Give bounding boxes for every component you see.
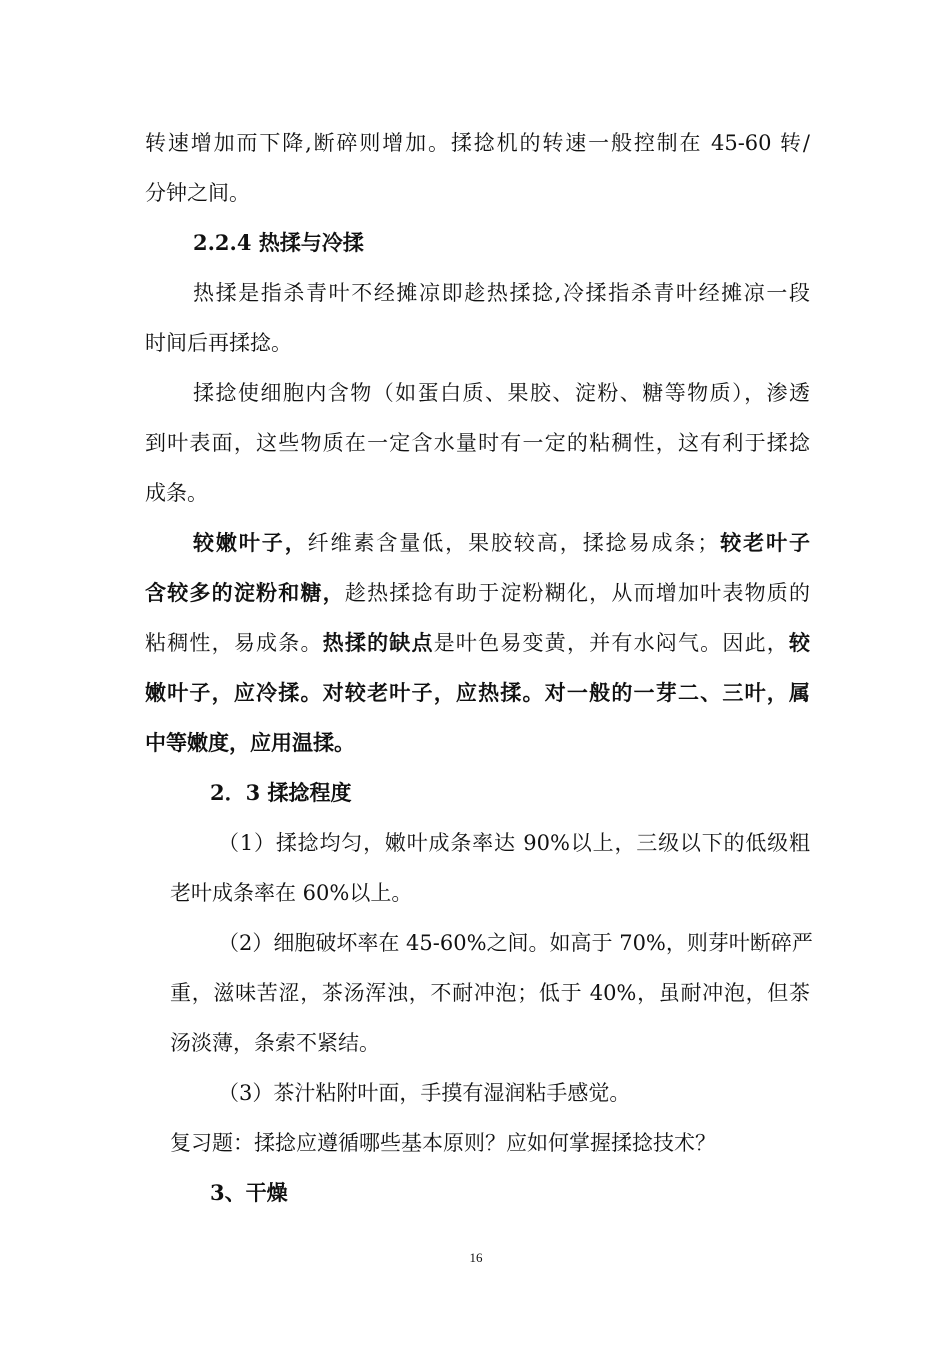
text-line xyxy=(145,628,810,658)
text-span: 汤淡薄，条索不紧结。 xyxy=(170,1031,380,1055)
text-line xyxy=(210,1178,810,1208)
text-span: 趁热揉捻有助于淀粉糊化，从而增加叶表物质的 xyxy=(344,581,811,605)
text-line xyxy=(218,828,810,858)
text-line xyxy=(193,228,810,258)
text-line xyxy=(145,678,810,708)
text-line xyxy=(218,1078,810,1108)
text-line xyxy=(145,428,810,458)
bold-text-span: 3、干燥 xyxy=(210,1180,288,1205)
bold-text-span: 2.2.4 热揉与冷揉 xyxy=(193,230,364,255)
text-span: 热揉是指杀青叶不经摊凉即趁热揉捻,冷揉指杀青叶经摊凉一段 xyxy=(193,281,810,305)
bold-text-span: 含较多的淀粉和糖， xyxy=(145,580,345,605)
bold-text-span: 较嫩叶子， xyxy=(193,530,308,555)
text-span: 重，滋味苦涩，茶汤浑浊，不耐冲泡；低于 40%，虽耐冲泡，但茶 xyxy=(170,981,810,1005)
text-line xyxy=(193,278,810,308)
text-line xyxy=(170,978,810,1008)
text-line xyxy=(170,1028,810,1058)
bold-text-span: 2．3 揉捻程度 xyxy=(210,780,352,805)
text-line xyxy=(145,478,810,508)
text-span: 老叶成条率在 60%以上。 xyxy=(170,881,413,905)
bold-text-span: 中等嫩度，应用温揉。 xyxy=(145,730,355,755)
text-line xyxy=(145,728,810,758)
text-span: 成条。 xyxy=(145,481,208,505)
bold-text-span: 较老叶子 xyxy=(718,530,811,555)
text-line xyxy=(193,528,810,558)
text-line xyxy=(210,778,810,808)
text-span: 转速增加而下降,断碎则增加。揉捻机的转速一般控制在 45-60 转/ xyxy=(145,131,810,155)
text-line xyxy=(170,1128,810,1158)
text-span: 到叶表面，这些物质在一定含水量时有一定的粘稠性，这有利于揉捻 xyxy=(145,431,810,455)
bold-text-span: 较 xyxy=(789,630,811,655)
text-line xyxy=(170,878,810,908)
text-line xyxy=(218,928,813,958)
text-span: 时间后再揉捻。 xyxy=(145,331,292,355)
bold-text-span: 热揉的缺点 xyxy=(322,630,434,655)
text-line xyxy=(145,578,810,608)
bold-text-span: 嫩叶子，应冷揉。对较老叶子，应热揉。对一般的一芽二、三叶，属 xyxy=(145,680,810,705)
text-span: 粘稠性，易成条。 xyxy=(145,631,323,655)
text-span: 是叶色易变黄，并有水闷气。因此， xyxy=(433,631,790,655)
text-span: 纤维素含量低，果胶较高，揉捻易成条； xyxy=(307,531,719,555)
page-number: 16 xyxy=(469,1250,483,1265)
text-span: （2）细胞破坏率在 45-60%之间。如高于 70%，则芽叶断碎严 xyxy=(218,931,813,955)
text-span: 复习题：揉捻应遵循哪些基本原则？应如何掌握揉捻技术？ xyxy=(170,1131,716,1155)
text-span: （1）揉捻均匀，嫩叶成条率达 90%以上，三级以下的低级粗 xyxy=(218,831,810,855)
text-line xyxy=(145,328,810,358)
text-span: （3）茶汁粘附叶面，手摸有湿润粘手感觉。 xyxy=(218,1081,631,1105)
text-span: 揉捻使细胞内含物（如蛋白质、果胶、淀粉、糖等物质），渗透 xyxy=(193,381,810,405)
text-line xyxy=(193,378,810,408)
text-line xyxy=(145,128,810,158)
text-span: 分钟之间。 xyxy=(145,181,250,205)
text-line xyxy=(145,178,810,208)
